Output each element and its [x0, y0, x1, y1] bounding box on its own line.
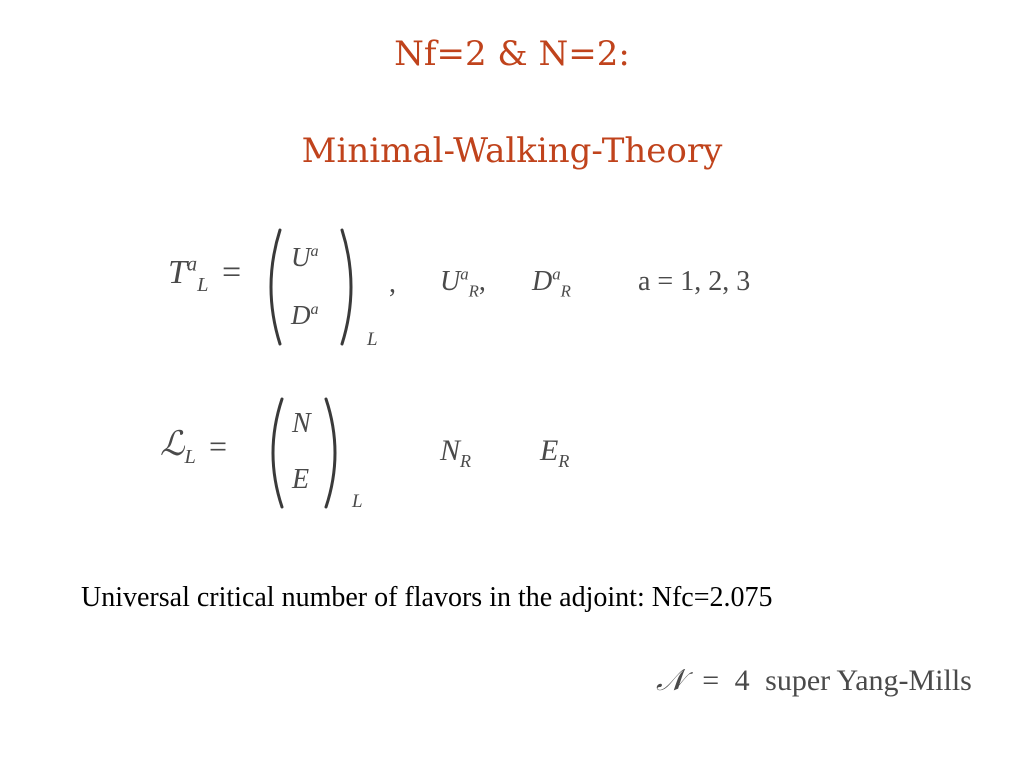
- quark-upper-sup: a: [310, 242, 319, 260]
- quark-right-u-sub: R: [468, 281, 479, 301]
- quark-upper-entry: [291, 244, 319, 271]
- lepton-lower-entry: E: [292, 464, 310, 495]
- lepton-lhs-symbol: ℒ: [160, 426, 185, 463]
- lepton-upper-entry: N: [292, 408, 311, 439]
- quark-lhs: [168, 253, 209, 296]
- flavor-number-sentence: Universal critical number of flavors in the adjoint: Nfc=2.075: [81, 582, 773, 613]
- lepton-equals: =: [209, 428, 228, 464]
- lepton-right-e: [540, 434, 570, 471]
- title-line-1: Nf=2 & N=2:: [394, 34, 630, 74]
- quark-right-d-sub: R: [560, 281, 571, 301]
- susy-note: [656, 666, 972, 696]
- lepton-lhs-sub: L: [184, 445, 196, 468]
- quark-right-u-symbol: U: [440, 266, 461, 297]
- susy-number: 4: [734, 664, 750, 697]
- lepton-right-n-sub: R: [460, 451, 472, 471]
- quark-left-paren: [258, 226, 288, 348]
- quark-lhs-symbol: T: [168, 254, 187, 291]
- quark-upper-symbol: U: [291, 242, 311, 272]
- quark-right-u-sup: a: [460, 264, 469, 284]
- quark-doublet-sub: L: [367, 329, 378, 350]
- lepton-lhs: [160, 426, 196, 468]
- quark-lhs-sup: a: [186, 253, 198, 276]
- quark-index-range: a = 1, 2, 3: [638, 266, 751, 297]
- quark-lower-symbol: D: [291, 300, 311, 330]
- title-line-2: Minimal-Walking-Theory: [301, 131, 723, 171]
- lepton-right-paren: [318, 395, 348, 511]
- quark-right-u-comma: ,: [478, 266, 486, 297]
- quark-right-d-sup: a: [552, 264, 561, 284]
- quark-comma: ,: [389, 268, 396, 299]
- susy-symbol: 𝒩: [656, 664, 685, 697]
- lepton-right-n-symbol: N: [440, 434, 461, 467]
- lepton-doublet-sub: L: [352, 491, 363, 512]
- quark-equals: =: [222, 254, 242, 291]
- susy-equals: =: [702, 664, 720, 697]
- quark-lower-sup: a: [310, 300, 319, 318]
- quark-right-d: [532, 264, 571, 301]
- lepton-right-n: [440, 434, 472, 471]
- susy-text: super Yang-Mills: [765, 664, 972, 697]
- lepton-right-e-symbol: E: [540, 434, 559, 467]
- lepton-right-e-sub: R: [558, 451, 570, 471]
- quark-lower-entry: [291, 302, 319, 329]
- quark-right-u: [440, 264, 486, 301]
- quark-right-d-symbol: D: [532, 266, 553, 297]
- quark-lhs-sub: L: [197, 273, 209, 296]
- quark-right-paren: [334, 226, 364, 348]
- lepton-left-paren: [260, 395, 290, 511]
